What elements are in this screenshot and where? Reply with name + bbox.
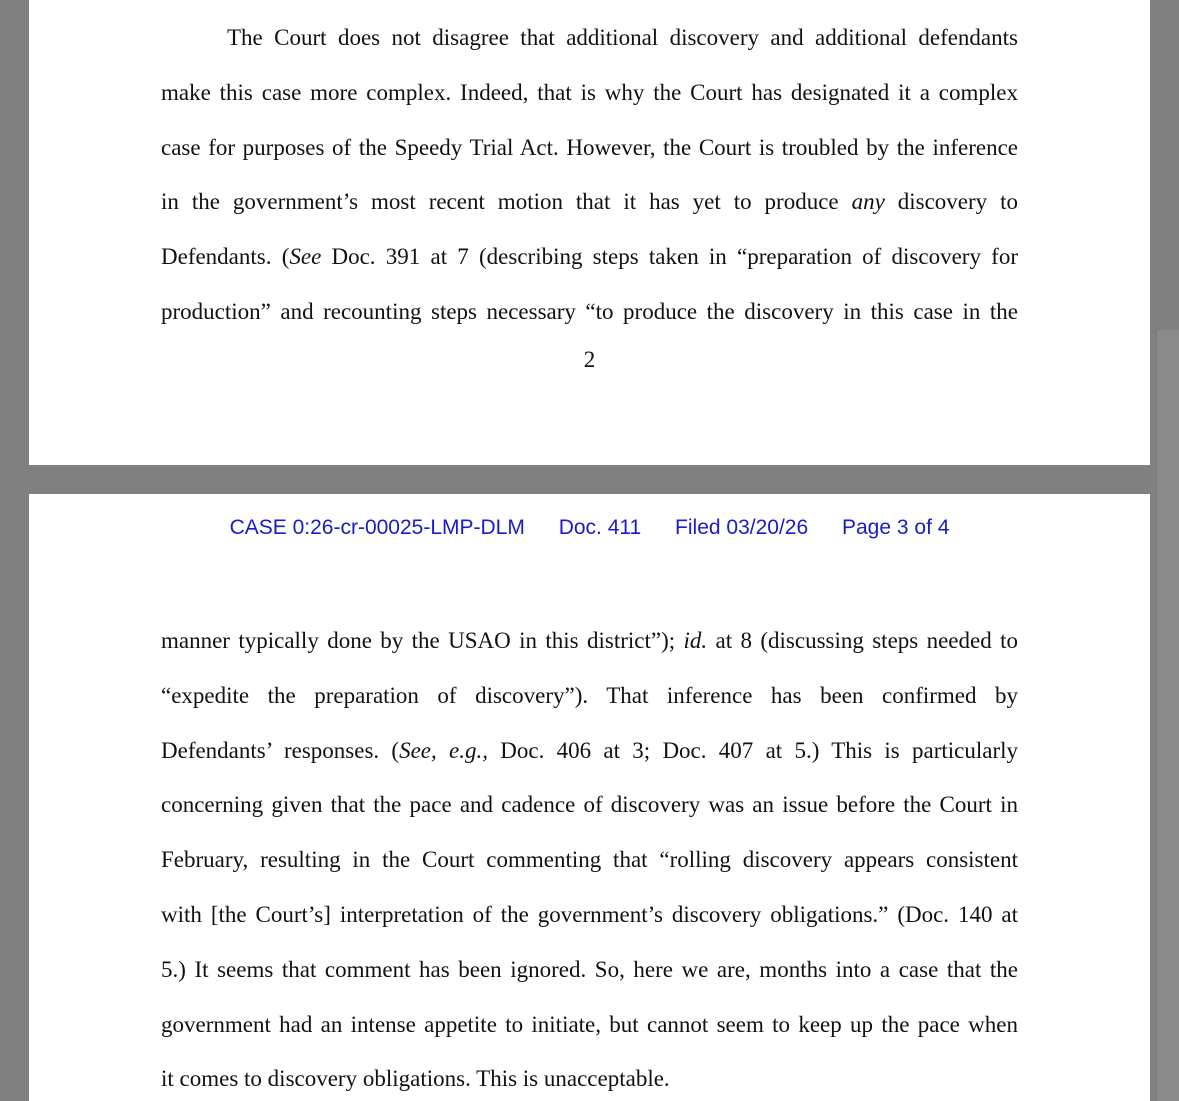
text-line	[161, 78, 1018, 108]
text-line	[161, 242, 1018, 272]
scrollbar-thumb[interactable]	[1156, 330, 1179, 1101]
text-line	[161, 790, 1018, 820]
text-line	[161, 955, 1018, 985]
page-count: Page 3 of 4	[842, 516, 950, 539]
page-number: 2	[583, 347, 596, 372]
text-segment: Doc. 391 at 7 (describing steps taken in “preparation of discovery for	[321, 244, 1018, 270]
text-segment: government had an intense appetite to initiate, but cannot seem to keep up the pace when	[161, 1011, 1018, 1037]
document-page-3	[29, 494, 1150, 1101]
italic-text: See, e.g.,	[399, 737, 488, 763]
text-line	[161, 845, 1018, 875]
text-line	[161, 297, 1018, 327]
text-segment: at 8 (discussing steps needed to	[707, 628, 1018, 653]
text-line	[161, 626, 1018, 656]
text-line	[227, 23, 1018, 53]
text-line	[161, 1010, 1018, 1040]
text-segment: in the government’s most recent motion that it has yet to produce	[161, 189, 852, 215]
italic-text: id.	[683, 628, 708, 653]
text-line	[161, 736, 1018, 766]
filed-date: Filed 03/20/26	[675, 516, 809, 539]
document-page-2	[29, 0, 1150, 465]
text-segment: concerning given that the pace and cadence of discovery was an issue before the Court in	[161, 792, 1018, 818]
italic-text: See	[289, 244, 322, 270]
text-segment: “expedite the preparation of discovery”). That inference has been confirmed by	[161, 682, 1018, 708]
text-segment: 5.) It seems that comment has been ignored. So, here we are, months into a case that the	[161, 956, 1018, 982]
text-line	[161, 187, 1018, 217]
text-segment: The Court does not disagree that additional discovery and additional defendants	[227, 25, 1018, 50]
case-number: CASE 0:26-cr-00025-LMP-DLM	[229, 516, 525, 539]
text-segment: Doc. 406 at 3; Doc. 407 at 5.) This is particularly	[488, 737, 1018, 763]
italic-text: any	[851, 189, 885, 215]
text-segment: case for purposes of the Speedy Trial Act. However, the Court is troubled by the inference	[161, 134, 1018, 160]
text-segment: discovery to	[884, 189, 1018, 215]
text-segment: with [the Court’s] interpretation of the government’s discovery obligations.” (Doc. 140 at	[161, 902, 1018, 927]
text-segment: it comes to discovery obligations. This is unacceptable.	[161, 1066, 670, 1092]
text-segment: make this case more complex. Indeed, that is why the Court has designated it a complex	[161, 79, 1018, 105]
text-segment: February, resulting in the Court commenting that “rolling discovery appears consistent	[161, 847, 1018, 873]
text-segment: Defendants. (	[161, 244, 290, 270]
text-segment: production” and recounting steps necessary “to produce the discovery in this case in the	[161, 299, 1018, 324]
text-segment: manner typically done by the USAO in this district”);	[161, 628, 684, 653]
document-number: Doc. 411	[558, 516, 642, 539]
text-line	[161, 1064, 1018, 1094]
text-line	[161, 900, 1018, 930]
ecf-page-header	[29, 513, 1150, 543]
text-segment: Defendants’ responses. (	[161, 737, 400, 763]
text-line	[161, 681, 1018, 711]
text-line	[161, 133, 1018, 163]
